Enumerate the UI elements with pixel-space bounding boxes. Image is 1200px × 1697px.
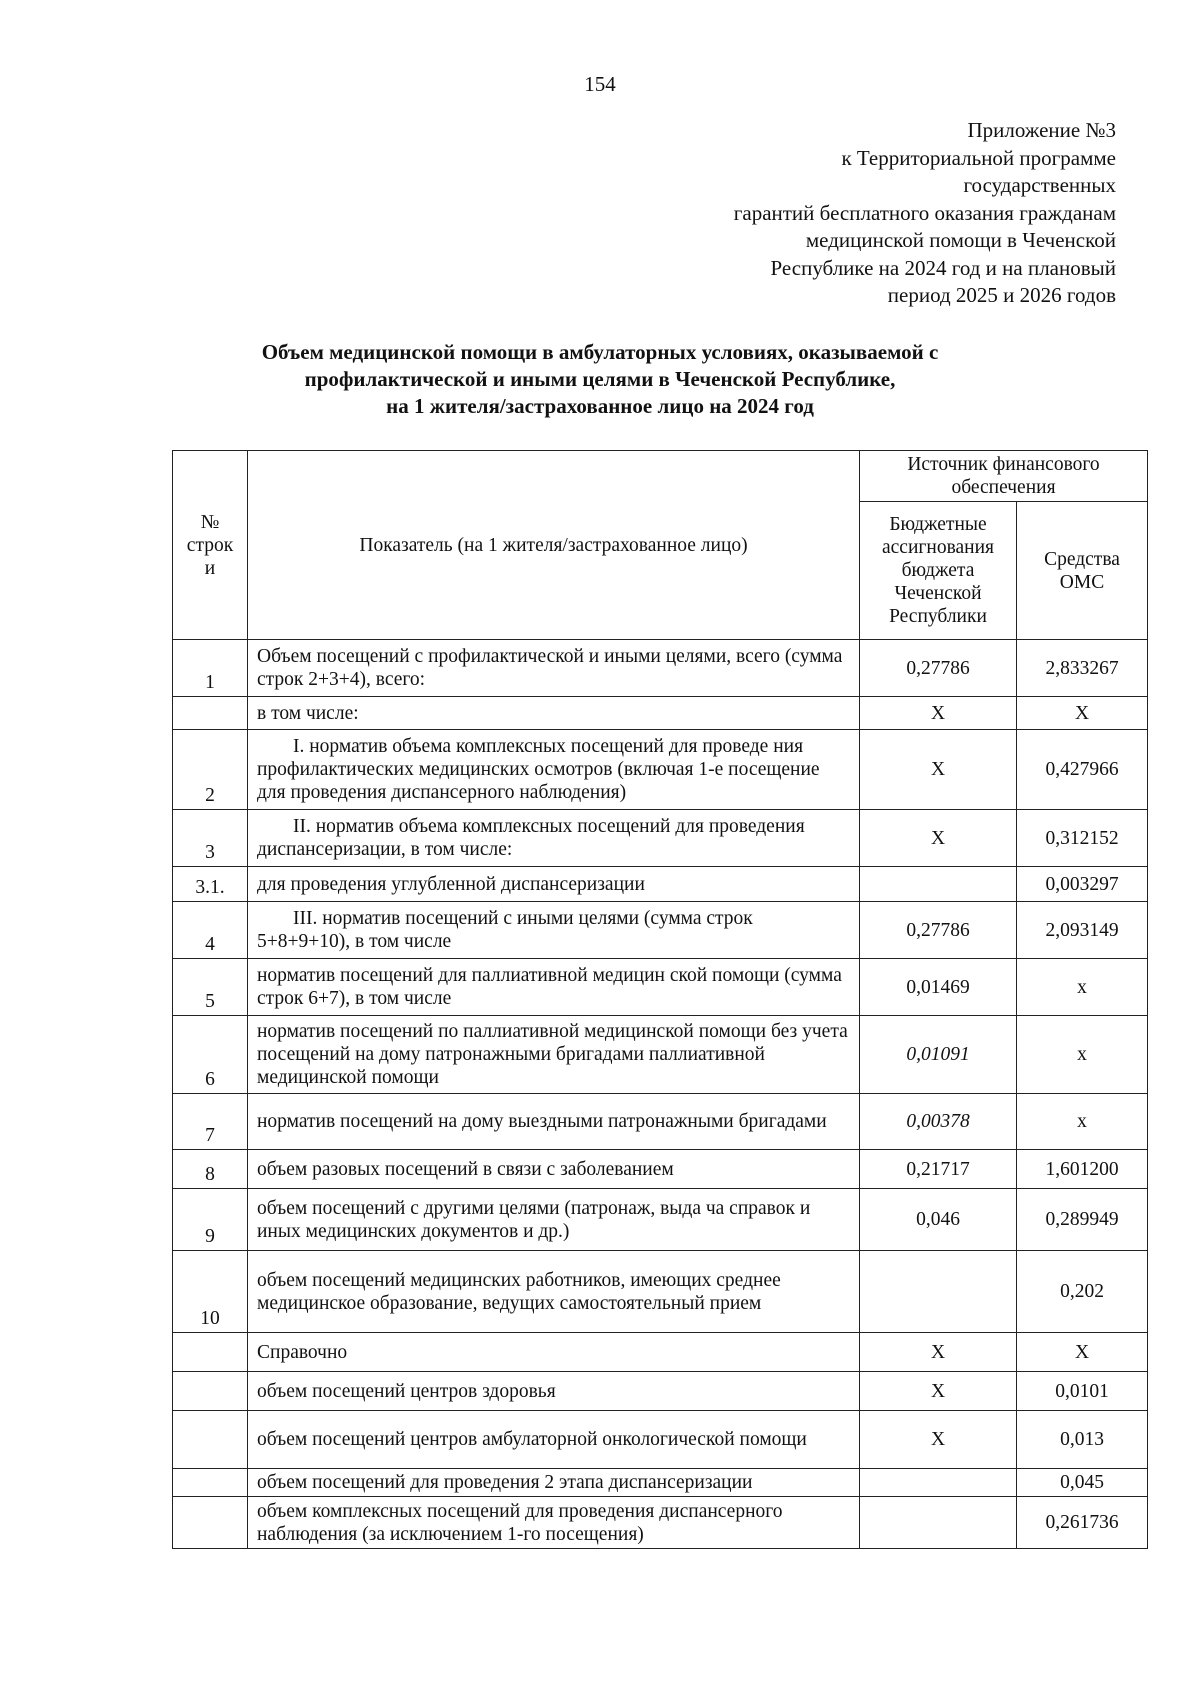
table-row xyxy=(173,730,1148,810)
table-row xyxy=(173,1150,1148,1189)
table-row xyxy=(173,1333,1148,1372)
row-indicator: объем посещений с другими целями (патронаж, выда ча справок и иных медицинских документов и др.) xyxy=(248,1189,860,1251)
row-budget: 0,27786 xyxy=(860,902,1017,959)
table-row xyxy=(173,902,1148,959)
row-budget: 0,01469 xyxy=(860,959,1017,1016)
row-oms: 0,202 xyxy=(1017,1251,1148,1333)
table-row xyxy=(173,697,1148,730)
row-budget: X xyxy=(860,1333,1017,1372)
volume-table xyxy=(172,450,1148,1549)
row-number: 3 xyxy=(173,810,248,867)
annex-line: гарантий бесплатного оказания гражданам xyxy=(733,200,1116,225)
header-budget: Бюджетные ассигнования бюджета Чеченской Республики xyxy=(860,502,1017,640)
row-number: 10 xyxy=(173,1251,248,1333)
row-number: 4 xyxy=(173,902,248,959)
row-budget: X xyxy=(860,810,1017,867)
annex-line: к Территориальной программе xyxy=(841,145,1116,170)
row-indicator: I. норматив объема комплексных посещений для проведе ния профилактических медицинских осмотров (включая 1-е посещение для проведения диспансерного наблюдения) xyxy=(248,730,860,810)
row-indicator: объем комплексных посещений для проведения диспансерного наблюдения (за исключением 1-го посещения) xyxy=(248,1497,860,1549)
row-indicator: объем разовых посещений в связи с заболеванием xyxy=(248,1150,860,1189)
row-oms: 0,0101 xyxy=(1017,1372,1148,1411)
row-indicator: Справочно xyxy=(248,1333,860,1372)
header-oms: Средства ОМС xyxy=(1017,502,1148,640)
row-oms: X xyxy=(1017,1333,1148,1372)
row-number xyxy=(173,1469,248,1497)
row-indicator: норматив посещений по паллиативной медицинской помощи без учета посещений на дому патронажными бригадами паллиативной медицинской помощи xyxy=(248,1016,860,1094)
row-oms: 0,261736 xyxy=(1017,1497,1148,1549)
table-row xyxy=(173,1372,1148,1411)
row-indicator: для проведения углубленной диспансеризации xyxy=(248,867,860,902)
row-indicator: II. норматив объема комплексных посещений для проведения диспансеризации, в том числе: xyxy=(248,810,860,867)
table-row xyxy=(173,810,1148,867)
row-oms: х xyxy=(1017,1094,1148,1150)
row-budget: 0,21717 xyxy=(860,1150,1017,1189)
title-line: Объем медицинской помощи в амбулаторных условиях, оказываемой с xyxy=(261,340,939,364)
row-indicator: норматив посещений на дому выездными патронажными бригадами xyxy=(248,1094,860,1150)
table-row xyxy=(173,1469,1148,1497)
table-row xyxy=(173,959,1148,1016)
row-number: 6 xyxy=(173,1016,248,1094)
row-oms: 0,427966 xyxy=(1017,730,1148,810)
row-budget: 0,00378 xyxy=(860,1094,1017,1150)
row-number: 1 xyxy=(173,640,248,697)
row-budget xyxy=(860,867,1017,902)
row-budget xyxy=(860,1497,1017,1549)
row-budget: 0,046 xyxy=(860,1189,1017,1251)
table-row xyxy=(173,1251,1148,1333)
title-line: профилактической и иными целями в Чеченской Республике, xyxy=(304,367,896,391)
row-indicator: объем посещений медицинских работников, имеющих среднее медицинское образование, ведущих самостоятельный прием xyxy=(248,1251,860,1333)
row-number xyxy=(173,697,248,730)
row-budget xyxy=(860,1251,1017,1333)
row-number: 9 xyxy=(173,1189,248,1251)
row-number xyxy=(173,1372,248,1411)
row-indicator: объем посещений центров здоровья xyxy=(248,1372,860,1411)
row-number: 7 xyxy=(173,1094,248,1150)
page-number: 154 xyxy=(584,72,616,96)
table-row xyxy=(173,867,1148,902)
row-indicator: Объем посещений с профилактической и иными целями, всего (сумма строк 2+3+4), всего: xyxy=(248,640,860,697)
header-indicator: Показатель (на 1 жителя/застрахованное лицо) xyxy=(248,451,860,640)
row-oms: 1,601200 xyxy=(1017,1150,1148,1189)
row-budget: 0,01091 xyxy=(860,1016,1017,1094)
row-budget: 0,27786 xyxy=(860,640,1017,697)
row-number: 8 xyxy=(173,1150,248,1189)
annex-header xyxy=(734,117,1116,310)
annex-line: государственных xyxy=(963,173,1116,197)
row-indicator: объем посещений для проведения 2 этапа диспансеризации xyxy=(248,1469,860,1497)
row-budget xyxy=(860,1469,1017,1497)
row-number: 3.1. xyxy=(173,867,248,902)
row-number xyxy=(173,1497,248,1549)
annex-line: Республике на 2024 год и на плановый xyxy=(770,255,1116,280)
annex-line: медицинской помощи в Чеченской xyxy=(805,228,1116,252)
row-indicator: объем посещений центров амбулаторной онкологической помощи xyxy=(248,1411,860,1469)
row-oms: 2,093149 xyxy=(1017,902,1148,959)
table-row xyxy=(173,640,1148,697)
row-budget: X xyxy=(860,1411,1017,1469)
row-oms: 0,289949 xyxy=(1017,1189,1148,1251)
row-budget: X xyxy=(860,1372,1017,1411)
document-title xyxy=(150,339,1050,420)
annex-line: период 2025 и 2026 годов xyxy=(887,283,1116,307)
header-funding-source: Источник финансового обеспечения xyxy=(860,451,1148,502)
header-row-number: № строк и xyxy=(173,451,248,640)
row-oms: х xyxy=(1017,959,1148,1016)
row-oms: 0,045 xyxy=(1017,1469,1148,1497)
row-number xyxy=(173,1411,248,1469)
title-line: на 1 жителя/застрахованное лицо на 2024 год xyxy=(386,394,814,418)
row-number: 5 xyxy=(173,959,248,1016)
row-oms: 0,312152 xyxy=(1017,810,1148,867)
row-number: 2 xyxy=(173,730,248,810)
row-oms: 0,003297 xyxy=(1017,867,1148,902)
row-indicator: в том числе: xyxy=(248,697,860,730)
row-oms: х xyxy=(1017,1016,1148,1094)
row-indicator: норматив посещений для паллиативной медицин ской помощи (сумма строк 6+7), в том числе xyxy=(248,959,860,1016)
row-number xyxy=(173,1333,248,1372)
table-row xyxy=(173,1094,1148,1150)
table-row xyxy=(173,1411,1148,1469)
row-oms: X xyxy=(1017,697,1148,730)
table-row xyxy=(173,1016,1148,1094)
row-budget: X xyxy=(860,697,1017,730)
row-oms: 0,013 xyxy=(1017,1411,1148,1469)
table-row xyxy=(173,1497,1148,1549)
row-indicator: III. норматив посещений с иными целями (сумма строк 5+8+9+10), в том числе xyxy=(248,902,860,959)
row-oms: 2,833267 xyxy=(1017,640,1148,697)
table-row xyxy=(173,1189,1148,1251)
row-budget: X xyxy=(860,730,1017,810)
annex-line: Приложение №3 xyxy=(967,118,1116,142)
